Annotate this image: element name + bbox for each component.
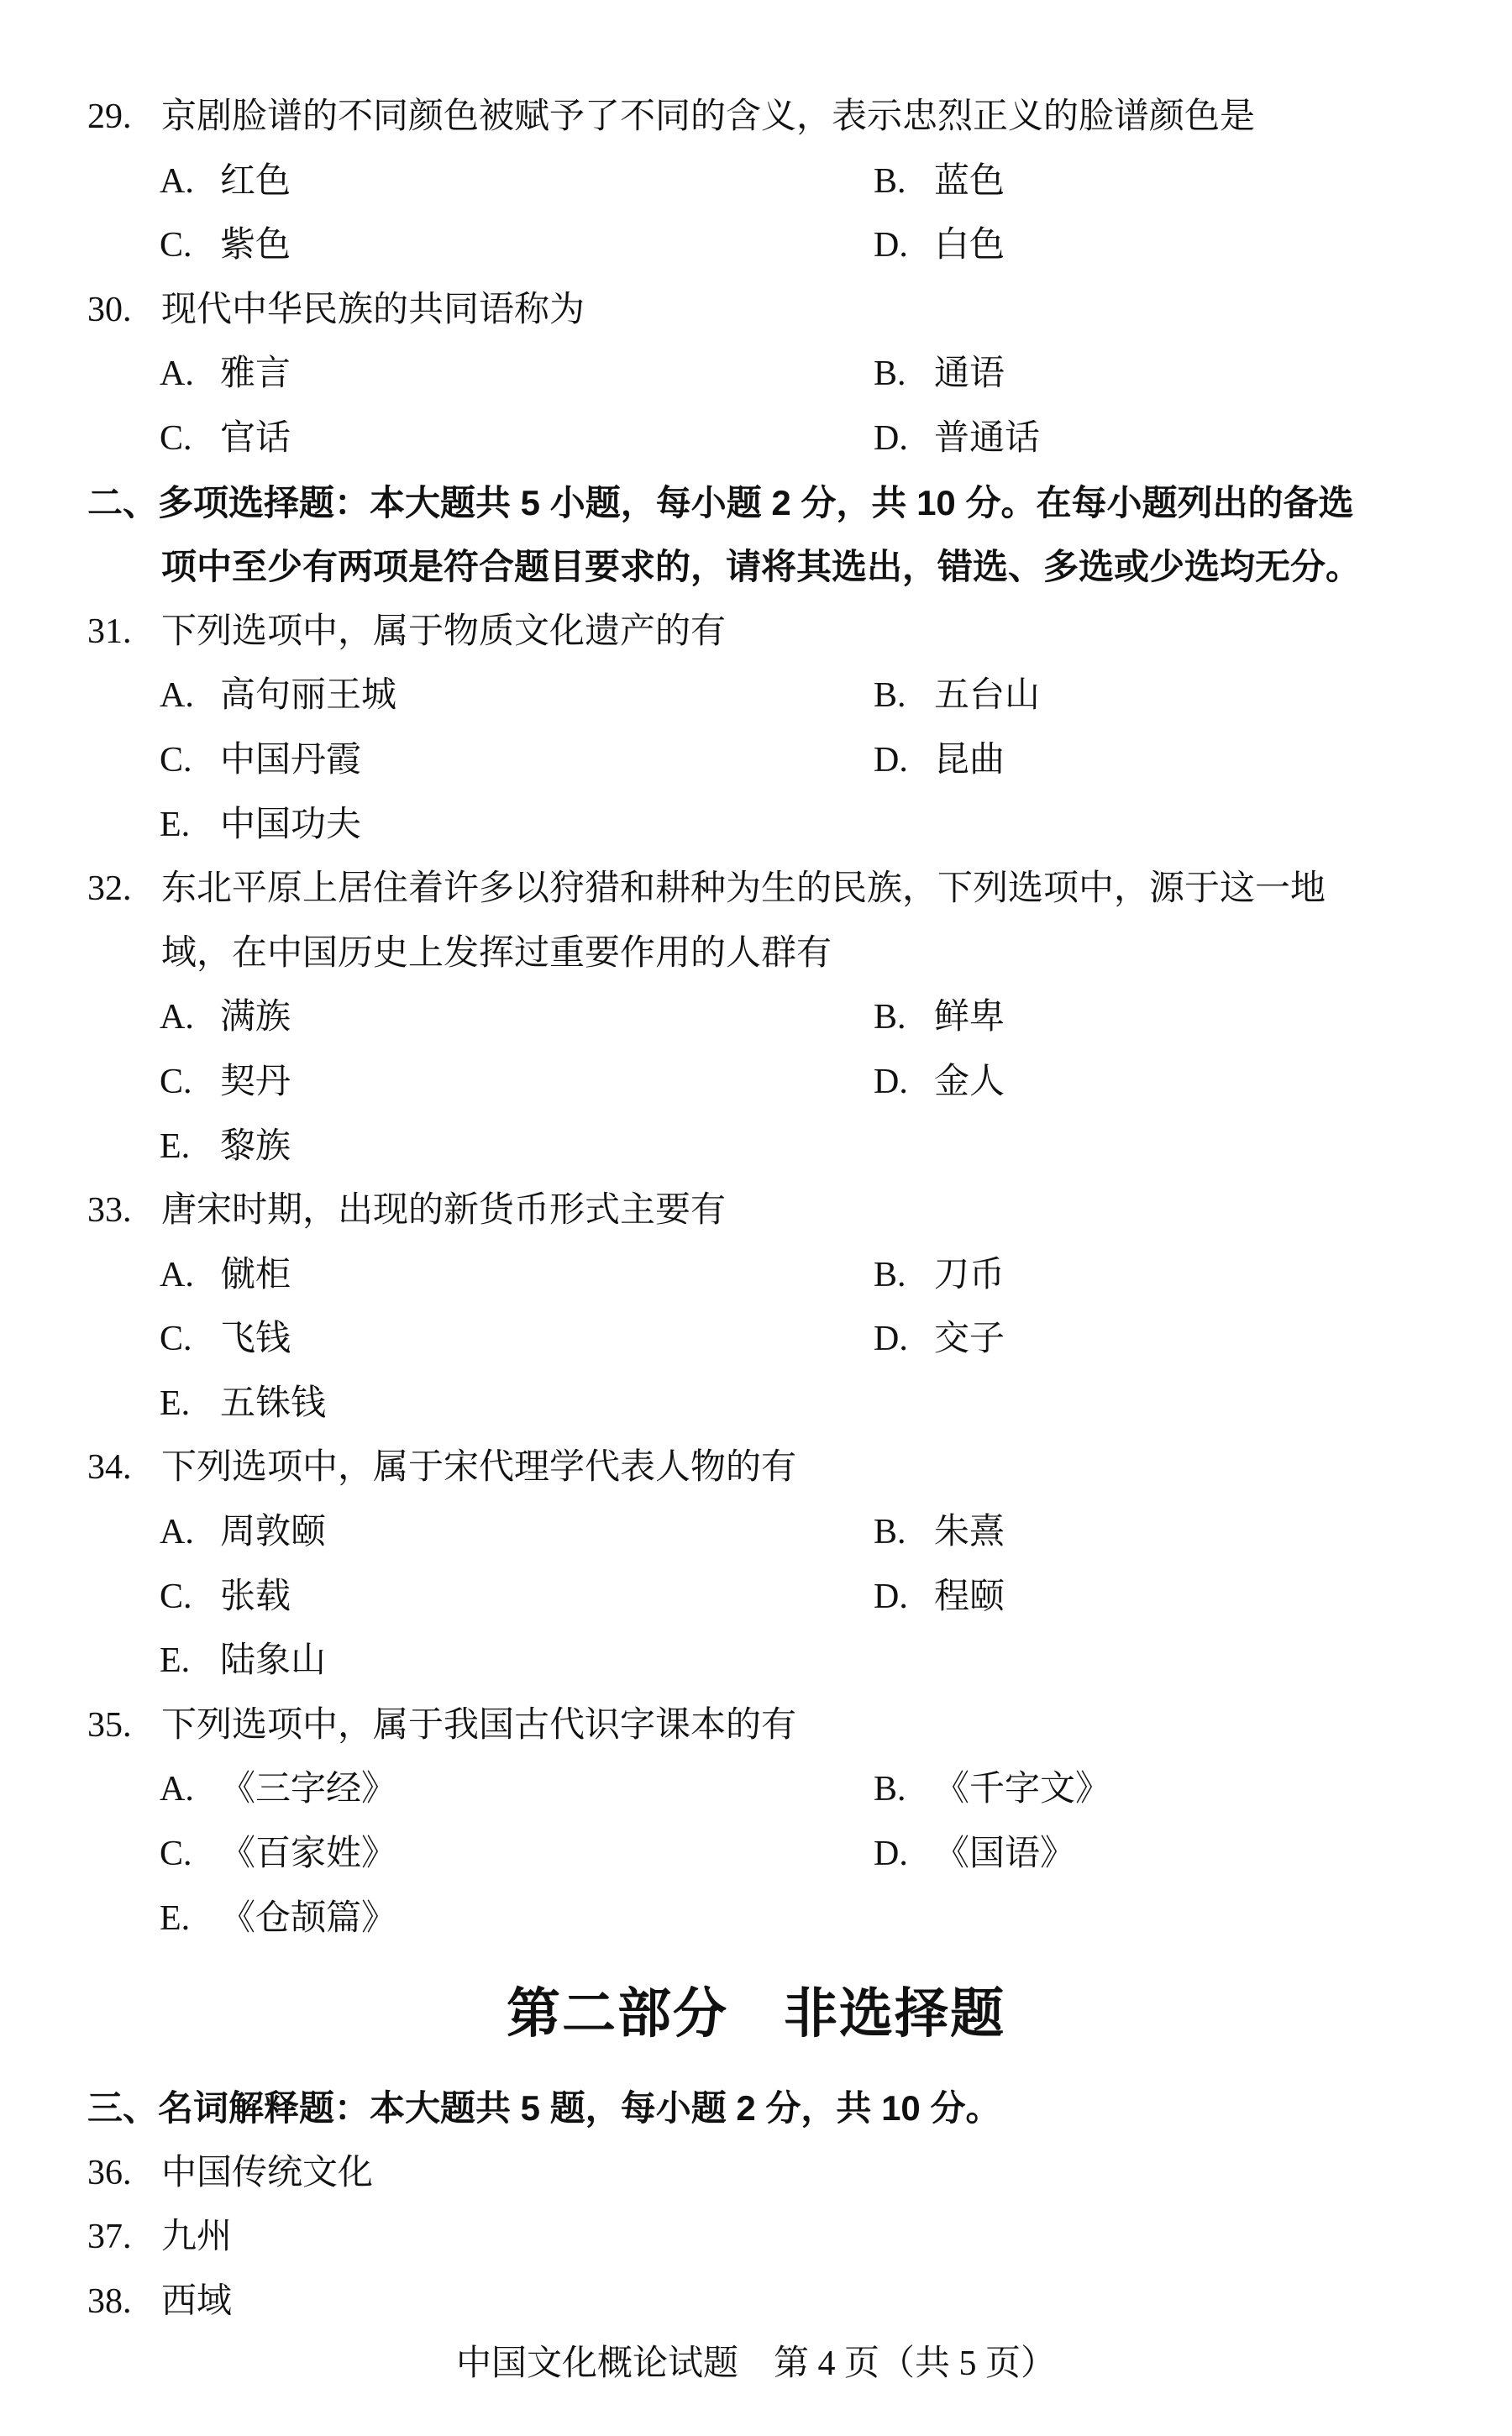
option-a <box>160 342 291 407</box>
term-text: 九州 <box>161 2218 233 2257</box>
option-row <box>0 1115 1512 1179</box>
question-stem-text: 唐宋时期，出现的新货币形式主要有 <box>161 1191 727 1231</box>
exam-page <box>0 85 1512 2334</box>
option-text: 普通话 <box>934 418 1041 458</box>
question-stem-text: 下列选项中，属于宋代理学代表人物的有 <box>161 1448 797 1488</box>
option-b <box>874 1243 1005 1308</box>
option-b <box>874 985 1005 1050</box>
option-text: 刀币 <box>934 1255 1005 1294</box>
option-e <box>160 793 361 858</box>
option-d <box>874 728 1005 793</box>
option-letter: C. <box>160 1835 192 1874</box>
option-letter: B. <box>874 998 906 1037</box>
option-letter: D. <box>874 740 908 780</box>
option-letter: E. <box>160 1898 191 1938</box>
option-letter: D. <box>874 418 908 458</box>
option-row <box>0 213 1512 278</box>
option-row <box>0 1757 1512 1822</box>
option-letter: C. <box>160 1062 192 1101</box>
option-row <box>0 1372 1512 1436</box>
option-text: 交子 <box>934 1320 1005 1359</box>
option-row <box>0 1243 1512 1308</box>
option-row <box>0 1629 1512 1693</box>
question-number: 32. <box>87 869 132 909</box>
option-letter: C. <box>160 1320 192 1359</box>
option-text: 五台山 <box>934 676 1041 716</box>
term-number: 37. <box>87 2218 132 2257</box>
option-b <box>874 150 1005 214</box>
question-number: 31. <box>87 612 132 651</box>
option-letter: B. <box>874 1770 906 1809</box>
option-row <box>0 342 1512 407</box>
option-row <box>0 150 1512 214</box>
option-e <box>160 1887 396 1951</box>
option-letter: A. <box>160 161 194 201</box>
section-header-line <box>0 535 1512 600</box>
section-header-line <box>0 471 1512 536</box>
option-c <box>160 407 291 471</box>
question-stem-line <box>0 857 1512 921</box>
option-row <box>0 1050 1512 1115</box>
option-text: 僦柜 <box>220 1255 291 1294</box>
option-letter: C. <box>160 418 192 458</box>
option-text: 朱熹 <box>934 1513 1005 1552</box>
question-stem-text: 京剧脸谱的不同颜色被赋予了不同的含义，表示忠烈正义的脸谱颜色是 <box>161 97 1256 136</box>
option-d <box>874 407 1040 471</box>
part-2-heading: 第二部分 非选择题 <box>507 1983 1005 2045</box>
option-row <box>0 793 1512 858</box>
term-text: 中国传统文化 <box>161 2153 374 2192</box>
option-letter: C. <box>160 226 192 265</box>
question-stem-text: 现代中华民族的共同语称为 <box>161 290 585 329</box>
option-text: 官话 <box>220 418 291 458</box>
option-text: 《千字文》 <box>934 1770 1111 1809</box>
option-letter: C. <box>160 740 192 780</box>
option-d <box>874 1822 1075 1887</box>
option-b <box>874 1757 1110 1822</box>
section-header-line <box>0 2076 1512 2141</box>
option-row <box>0 1565 1512 1630</box>
option-letter: D. <box>874 1320 908 1359</box>
option-row <box>0 728 1512 793</box>
option-text: 黎族 <box>220 1126 291 1166</box>
question-stem-line <box>0 921 1512 986</box>
option-row <box>0 664 1512 728</box>
option-text: 周敦颐 <box>220 1513 327 1552</box>
option-letter: B. <box>874 676 906 716</box>
option-letter: D. <box>874 1062 908 1101</box>
option-c <box>160 1050 291 1115</box>
option-e <box>160 1629 326 1693</box>
option-letter: E. <box>160 1383 191 1423</box>
option-text: 张载 <box>220 1577 291 1616</box>
option-text: 金人 <box>934 1062 1005 1101</box>
option-text: 蓝色 <box>934 161 1005 201</box>
page-footer: 中国文化概论试题 第 4 页（共 5 页） <box>455 2344 1056 2383</box>
option-d <box>874 1050 1005 1115</box>
option-text: 紫色 <box>220 226 291 265</box>
option-letter: D. <box>874 1577 908 1616</box>
option-letter: A. <box>160 1513 194 1552</box>
option-row <box>0 985 1512 1050</box>
question-number: 29. <box>87 97 132 136</box>
question-number: 33. <box>87 1191 132 1231</box>
option-text: 通语 <box>934 354 1005 394</box>
option-row <box>0 1822 1512 1887</box>
question-stem-text: 下列选项中，属于我国古代识字课本的有 <box>161 1705 797 1745</box>
option-text: 中国丹霞 <box>220 740 362 780</box>
section-3-title: 三、名词解释题：本大题共 5 题，每小题 2 分，共 10 分。 <box>87 2088 1001 2129</box>
option-a <box>160 1500 326 1565</box>
option-letter: B. <box>874 354 906 394</box>
option-d <box>874 1307 1005 1372</box>
option-row <box>0 1500 1512 1565</box>
question-stem-line <box>0 278 1512 343</box>
option-text: 契丹 <box>220 1062 291 1101</box>
section-2-instructions: 项中至少有两项是符合题目要求的，请将其选出，错选、多选或少选均无分。 <box>161 547 1362 587</box>
option-letter: A. <box>160 1255 194 1294</box>
option-e <box>160 1372 326 1436</box>
term-item <box>0 2270 1512 2334</box>
section-2-instructions: 二、多项选择题：本大题共 5 小题，每小题 2 分，共 10 分。在每小题列出的备选 <box>87 482 1354 522</box>
option-letter: B. <box>874 1255 906 1294</box>
option-text: 陆象山 <box>220 1641 327 1681</box>
question-stem-line <box>0 1693 1512 1758</box>
option-text: 鲜卑 <box>934 998 1005 1037</box>
option-a <box>160 1757 396 1822</box>
option-text: 雅言 <box>220 354 291 394</box>
option-row <box>0 407 1512 471</box>
option-text: 昆曲 <box>934 740 1005 780</box>
option-c <box>160 728 361 793</box>
option-text: 满族 <box>220 998 291 1037</box>
option-text: 红色 <box>220 161 291 201</box>
option-letter: E. <box>160 1126 191 1166</box>
option-text: 高句丽王城 <box>220 676 397 716</box>
option-letter: C. <box>160 1577 192 1616</box>
option-d <box>874 1565 1005 1630</box>
option-e <box>160 1115 291 1179</box>
option-letter: A. <box>160 998 194 1037</box>
option-row <box>0 1307 1512 1372</box>
option-text: 《百家姓》 <box>220 1835 397 1874</box>
option-text: 五铢钱 <box>220 1383 327 1423</box>
option-letter: D. <box>874 226 908 265</box>
option-a <box>160 150 291 214</box>
option-a <box>160 985 291 1050</box>
option-b <box>874 664 1040 728</box>
option-text: 《三字经》 <box>220 1770 397 1809</box>
term-number: 38. <box>87 2282 132 2321</box>
question-stem-text: 下列选项中，属于物质文化遗产的有 <box>161 612 727 651</box>
term-number: 36. <box>87 2153 132 2192</box>
option-b <box>874 1500 1005 1565</box>
option-letter: E. <box>160 805 191 844</box>
term-item <box>0 2141 1512 2206</box>
option-a <box>160 664 396 728</box>
option-a <box>160 1243 291 1308</box>
question-number: 30. <box>87 290 132 329</box>
option-text: 程颐 <box>934 1577 1005 1616</box>
question-stem-text: 域，在中国历史上发挥过重要作用的人群有 <box>161 933 832 973</box>
question-stem-line <box>0 85 1512 150</box>
option-text: 飞钱 <box>220 1320 291 1359</box>
question-stem-line <box>0 600 1512 664</box>
term-item <box>0 2205 1512 2270</box>
option-c <box>160 1565 291 1630</box>
option-letter: E. <box>160 1641 191 1681</box>
question-number: 35. <box>87 1705 132 1745</box>
option-text: 《国语》 <box>934 1835 1076 1874</box>
option-letter: D. <box>874 1835 908 1874</box>
option-c <box>160 213 291 278</box>
option-text: 白色 <box>934 226 1005 265</box>
option-letter: B. <box>874 1513 906 1552</box>
question-stem-text: 东北平原上居住着许多以狩猎和耕种为生的民族，下列选项中，源于这一地 <box>161 869 1326 909</box>
option-b <box>874 342 1005 407</box>
option-row <box>0 1887 1512 1951</box>
option-text: 中国功夫 <box>220 805 362 844</box>
question-stem-line <box>0 1436 1512 1500</box>
term-text: 西域 <box>161 2282 233 2321</box>
option-c <box>160 1822 396 1887</box>
option-letter: A. <box>160 676 194 716</box>
option-c <box>160 1307 291 1372</box>
option-text: 《仓颉篇》 <box>220 1898 397 1938</box>
option-d <box>874 213 1005 278</box>
question-stem-line <box>0 1179 1512 1243</box>
option-letter: A. <box>160 354 194 394</box>
option-letter: A. <box>160 1770 194 1809</box>
option-letter: B. <box>874 161 906 201</box>
question-number: 34. <box>87 1448 132 1488</box>
